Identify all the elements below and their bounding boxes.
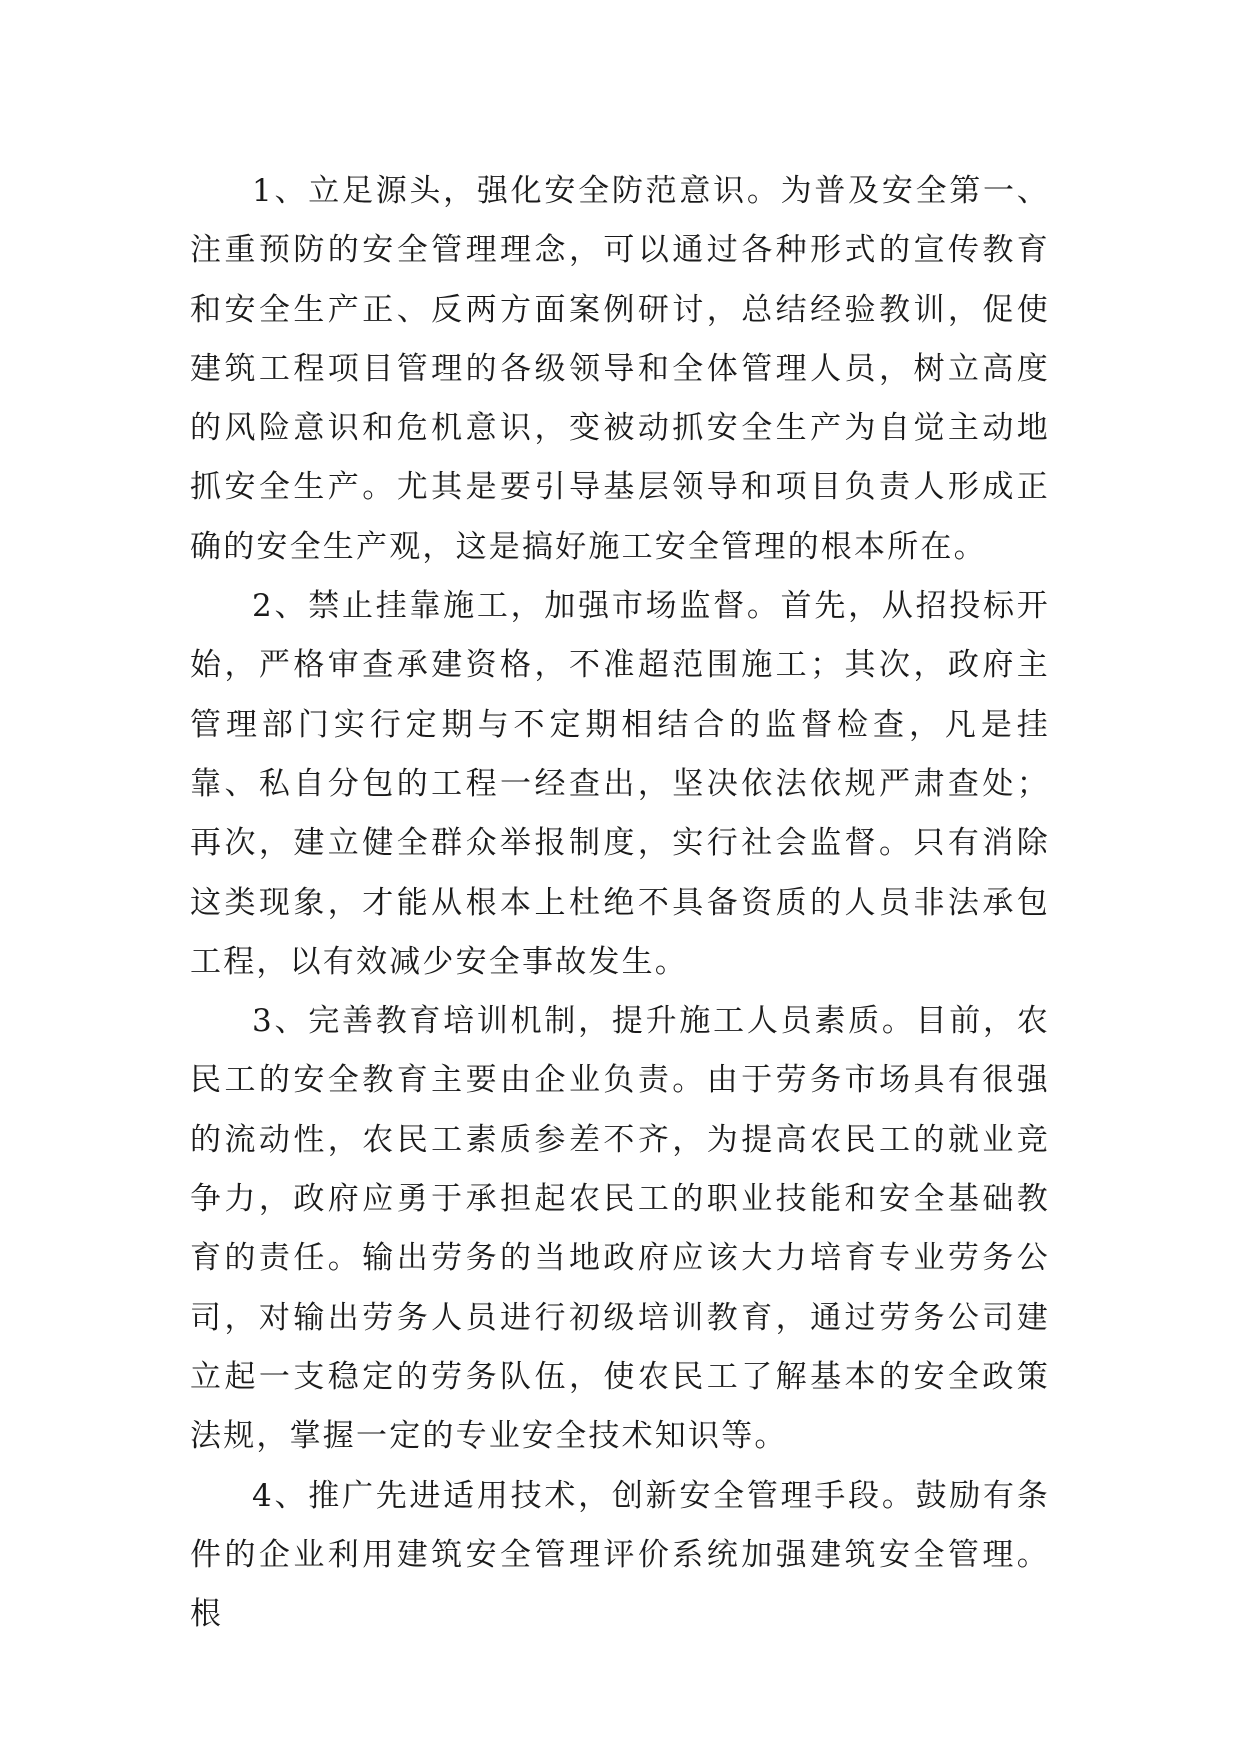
paragraph-advanced-technology: 4、推广先进适用技术，创新安全管理手段。鼓励有条件的企业利用建筑安全管理评价系统加强建筑安全管理。根 <box>190 1477 1050 1633</box>
paragraph-source-awareness: 1、立足源头，强化安全防范意识。为普及安全第一、注重预防的安全管理理念，可以通过各种形式的宣传教育和安全生产正、反两方面案例研讨，总结经验教训，促使建筑工程项目管理的各级领导和全体管理人员，树立高度的风险意识和危机意识，变被动抓安全生产为自觉主动地抓安全生产。尤其是要引导基层领导和项目负责人形成正确的安全生产观，这是搞好施工安全管理的根本所在。 <box>190 173 1050 565</box>
document-body <box>190 162 1050 1644</box>
paragraph-training-mechanism: 3、完善教育培训机制，提升施工人员素质。目前，农民工的安全教育主要由企业负责。由于劳务市场具有很强的流动性，农民工素质参差不齐，为提高农民工的就业竞争力，政府应勇于承担起农民工的职业技能和安全基础教育的责任。输出劳务的当地政府应该大力培育专业劳务公司，对输出劳务人员进行初级培训教育，通过劳务公司建立起一支稳定的劳务队伍，使农民工了解基本的安全政策法规，掌握一定的专业安全技术知识等。 <box>190 1003 1050 1455</box>
paragraph-market-supervision: 2、禁止挂靠施工，加强市场监督。首先，从招投标开始，严格审查承建资格，不准超范围施工；其次，政府主管理部门实行定期与不定期相结合的监督检查，凡是挂靠、私自分包的工程一经查出，坚决依法依规严肃查处；再次，建立健全群众举报制度，实行社会监督。只有消除这类现象，才能从根本上杜绝不具备资质的人员非法承包工程，以有效减少安全事故发生。 <box>190 588 1050 980</box>
